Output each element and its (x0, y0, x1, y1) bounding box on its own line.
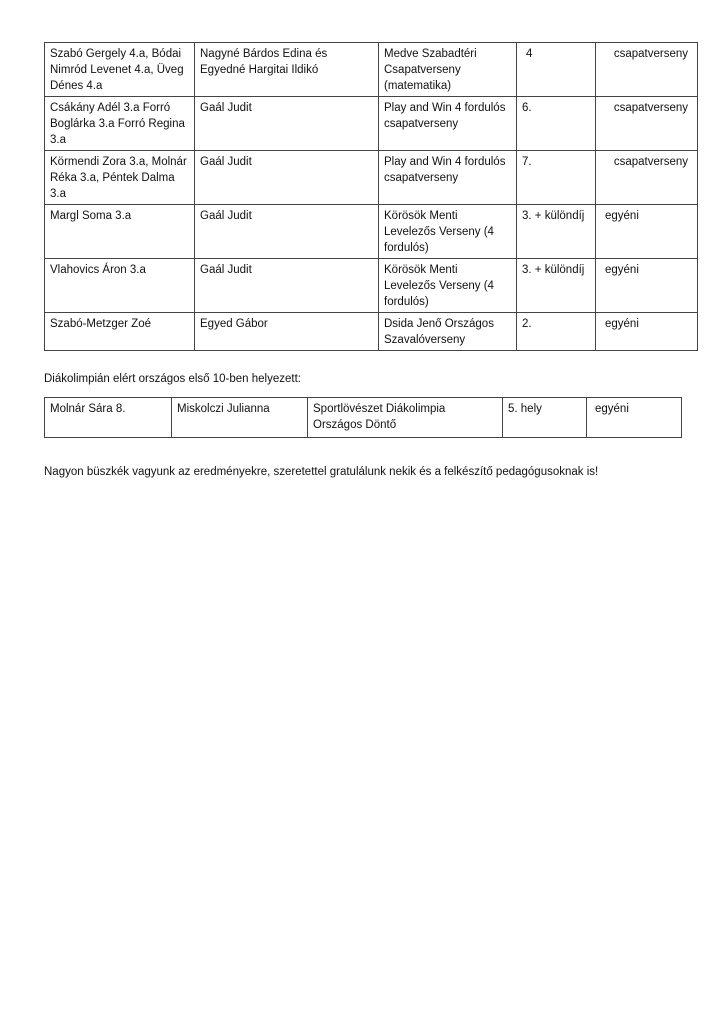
competition-type-cell: csapatverseny (596, 97, 698, 151)
student-names-cell: Körmendi Zora 3.a, Molnár Réka 3.a, Péntek Dalma 3.a (45, 151, 195, 205)
teacher-cell: Gaál Judit (195, 97, 379, 151)
competition-cell: Play and Win 4 fordulós csapatverseny (379, 97, 517, 151)
competition-type-cell: egyéni (596, 313, 698, 351)
competition-type-cell: csapatverseny (596, 43, 698, 97)
competition-cell: Körösök Menti Levelezős Verseny (4 fordulós) (379, 205, 517, 259)
table-row (45, 97, 698, 151)
competition-type-cell: egyéni (587, 398, 682, 438)
teacher-cell: Egyed Gábor (195, 313, 379, 351)
olympic-section-heading: Diákolimpián elért országos első 10-ben helyezett: (44, 373, 301, 385)
competition-cell: Play and Win 4 fordulós csapatverseny (379, 151, 517, 205)
student-names-cell: Szabó Gergely 4.a, Bódai Nimród Levenet 4.a, Üveg Dénes 4.a (45, 43, 195, 97)
competition-type-cell: egyéni (596, 205, 698, 259)
student-names-cell: Molnár Sára 8. (45, 398, 172, 438)
competition-cell: Medve Szabadtéri Csapatverseny (matematika) (379, 43, 517, 97)
table-row (45, 205, 698, 259)
competition-type-cell: csapatverseny (596, 151, 698, 205)
placement-cell: 4 (517, 43, 596, 97)
table-row (45, 259, 698, 313)
placement-cell: 6. (517, 97, 596, 151)
placement-cell: 7. (517, 151, 596, 205)
competition-type-cell: egyéni (596, 259, 698, 313)
student-names-cell: Margl Soma 3.a (45, 205, 195, 259)
table-row (45, 151, 698, 205)
olympic-results-table (44, 397, 682, 438)
student-names-cell: Vlahovics Áron 3.a (45, 259, 195, 313)
teacher-cell: Miskolczi Julianna (172, 398, 308, 438)
table-row (45, 43, 698, 97)
closing-paragraph: Nagyon büszkék vagyunk az eredményekre, szeretettel gratulálunk nekik és a felkészítő pedagógusoknak is! (44, 466, 599, 478)
teacher-cell: Gaál Judit (195, 205, 379, 259)
placement-cell: 2. (517, 313, 596, 351)
results-table (44, 42, 698, 351)
placement-cell: 3. + különdíj (517, 205, 596, 259)
competition-cell: Dsida Jenő Országos Szavalóverseny (379, 313, 517, 351)
table-row (45, 398, 682, 438)
teacher-cell: Gaál Judit (195, 259, 379, 313)
placement-cell: 3. + különdíj (517, 259, 596, 313)
placement-cell: 5. hely (503, 398, 587, 438)
student-names-cell: Szabó-Metzger Zoé (45, 313, 195, 351)
teacher-cell: Nagyné Bárdos Edina és Egyedné Hargitai Ildikó (195, 43, 379, 97)
student-names-cell: Csákány Adél 3.a Forró Boglárka 3.a Forró Regina 3.a (45, 97, 195, 151)
competition-cell: Sportlövészet Diákolimpia Országos Döntő (308, 398, 503, 438)
teacher-cell: Gaál Judit (195, 151, 379, 205)
table-row (45, 313, 698, 351)
competition-cell: Körösök Menti Levelezős Verseny (4 fordulós) (379, 259, 517, 313)
